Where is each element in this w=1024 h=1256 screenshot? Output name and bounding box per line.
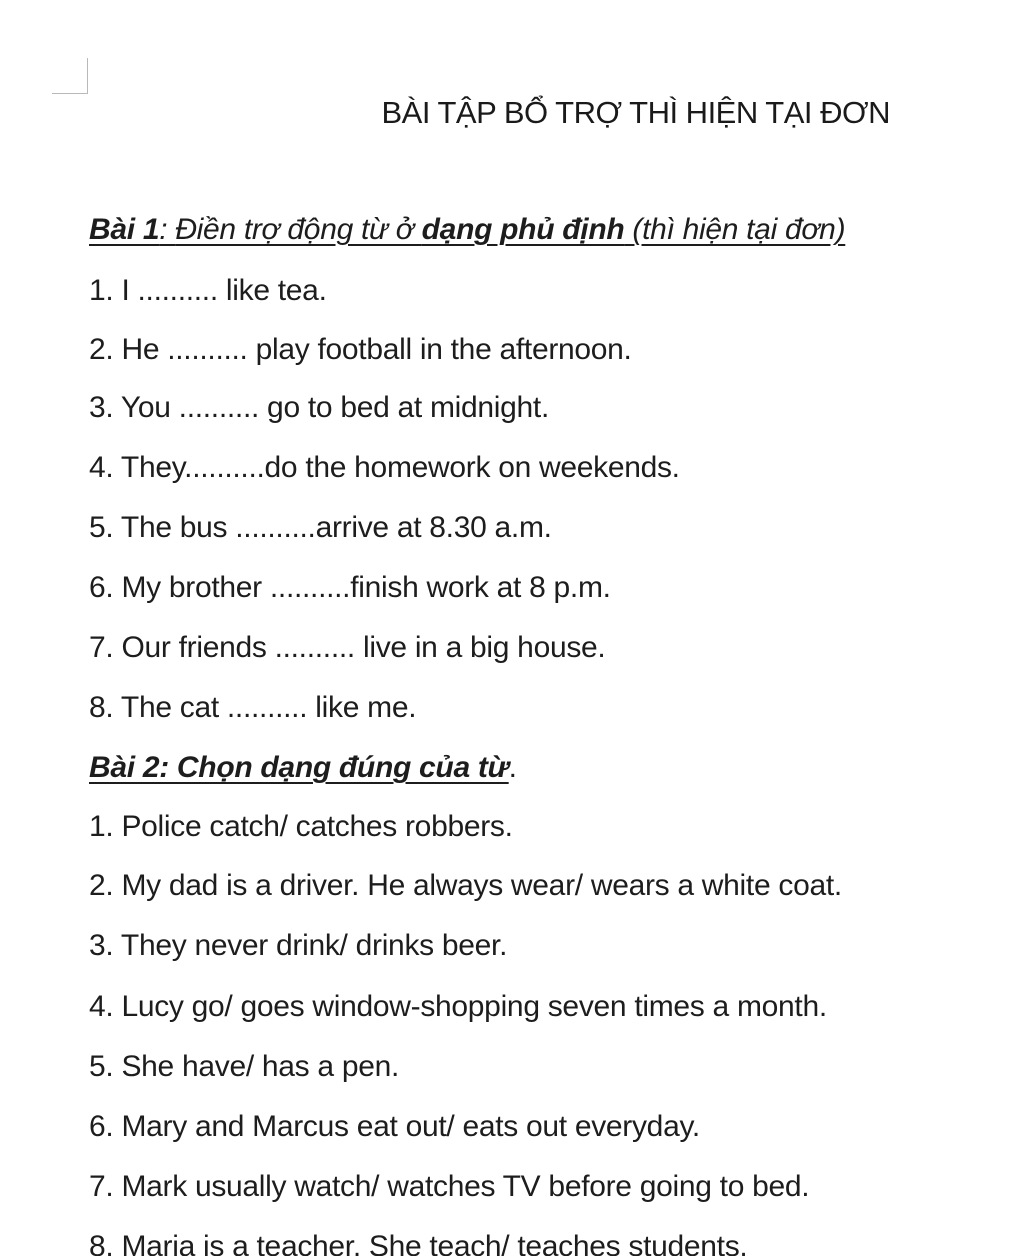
exercise-1-item: 6. My brother ..........finish work at 8 p.m. xyxy=(89,571,611,604)
document-title: BÀI TẬP BỔ TRỢ THÌ HIỆN TẠI ĐƠN xyxy=(381,95,890,130)
exercise-1-item: 5. The bus ..........arrive at 8.30 a.m. xyxy=(89,511,552,544)
exercise-2-item: 4. Lucy go/ goes window-shopping seven times a month. xyxy=(89,990,827,1023)
exercise-2-period: . xyxy=(508,751,517,784)
exercise-1-heading xyxy=(89,213,845,247)
exercise-1-label: Bài 1 xyxy=(89,213,160,246)
exercise-1-item: 8. The cat .......... like me. xyxy=(89,691,417,724)
exercise-2-item: 6. Mary and Marcus eat out/ eats out everyday. xyxy=(89,1110,700,1143)
exercise-2-item: 5. She have/ has a pen. xyxy=(89,1050,400,1083)
exercise-1-item: 2. He .......... play football in the afternoon. xyxy=(89,333,632,366)
exercise-1-colon: : xyxy=(159,213,176,246)
exercise-2-item: 3. They never drink/ drinks beer. xyxy=(89,929,508,962)
exercise-2-item: 1. Police catch/ catches robbers. xyxy=(89,810,513,843)
exercise-2-item: 2. My dad is a driver. He always wear/ wears a white coat. xyxy=(89,869,842,902)
exercise-2-heading xyxy=(89,751,517,785)
page-corner-marker xyxy=(52,58,88,94)
exercise-1-instruction-part2: (thì hiện tại đơn) xyxy=(624,213,846,246)
exercise-2-item: 7. Mark usually watch/ watches TV before going to bed. xyxy=(89,1170,810,1203)
exercise-1-instruction-bold: dạng phủ định xyxy=(421,213,625,246)
exercise-1-instruction-part1: Điền trợ động từ ở xyxy=(175,213,422,246)
exercise-1-item: 4. They..........do the homework on weekends. xyxy=(89,451,680,484)
exercise-2-instruction: Bài 2: Chọn dạng đúng của từ xyxy=(89,751,509,784)
exercise-1-item: 1. I .......... like tea. xyxy=(89,274,327,307)
exercise-1-item: 7. Our friends .......... live in a big house. xyxy=(89,631,606,664)
exercise-2-item: 8. Maria is a teacher. She teach/ teaches students. xyxy=(89,1230,748,1256)
exercise-1-item: 3. You .......... go to bed at midnight. xyxy=(89,391,549,424)
